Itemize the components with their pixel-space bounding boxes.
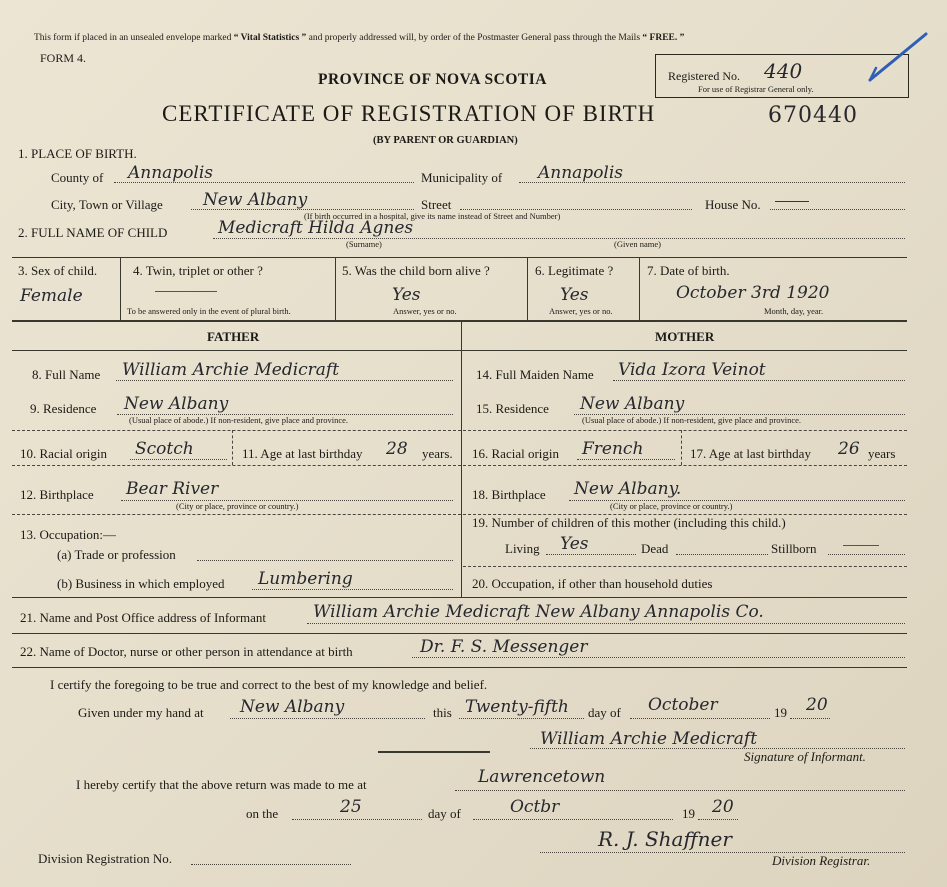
- father-birthplace-label: 12. Birthplace: [20, 487, 94, 502]
- alive-label: 5. Was the child born alive ?: [342, 263, 490, 278]
- mother-dash-rule: [463, 465, 907, 466]
- division-no-label: Division Registration No.: [38, 851, 172, 866]
- mother-birthplace-value: New Albany.: [574, 479, 682, 499]
- doctor-value: Dr. F. S. Messenger: [420, 637, 588, 657]
- father-residence-label: 9. Residence: [30, 401, 97, 416]
- twin-label: 4. Twin, triplet or other ?: [133, 263, 263, 278]
- mother-residence-value: New Albany: [580, 394, 685, 414]
- dead-line: [676, 554, 768, 555]
- city-value: New Albany: [203, 190, 308, 210]
- father-age-value: 28: [386, 439, 408, 459]
- father-age-label: 11. Age at last birthday: [242, 446, 363, 461]
- trade-label: (a) Trade or profession: [57, 547, 176, 562]
- informant-value: William Archie Medicraft New Albany Annapolis Co.: [313, 602, 764, 622]
- father-racial-line: [130, 459, 227, 460]
- father-name-label: 8. Full Name: [32, 367, 101, 382]
- dob-note: Month, day, year.: [764, 306, 824, 316]
- mother-racial-value: French: [582, 439, 644, 459]
- registrar-signature: R. J. Shaffner: [598, 827, 732, 851]
- father-dash-divider: [232, 430, 233, 465]
- boxes-top-rule: [12, 257, 907, 258]
- this-label: this: [433, 705, 452, 720]
- month-value: October: [648, 695, 718, 715]
- day-line: [459, 718, 584, 719]
- mother-years: years: [868, 446, 896, 461]
- reg-month-value: Octbr: [510, 797, 560, 817]
- city-label: City, Town or Village: [51, 197, 163, 212]
- parents-divider: [461, 322, 462, 597]
- mother-birthplace-label: 18. Birthplace: [472, 487, 546, 502]
- year-prefix: 19: [774, 705, 787, 720]
- doctor-rule: [12, 667, 907, 668]
- given-label: Given under my hand at: [78, 705, 204, 720]
- informant-label: 21. Name and Post Office address of Informant: [20, 610, 266, 625]
- informant-line: [307, 623, 905, 624]
- business-line: [252, 589, 453, 590]
- mother-name-label: 14. Full Maiden Name: [476, 367, 594, 382]
- mother-racial-line: [577, 459, 675, 460]
- box-divider: [120, 257, 121, 320]
- children-label: 19. Number of children of this mother (including this child.): [472, 515, 786, 530]
- child-name-line: [213, 238, 905, 239]
- certificate-number: 670440: [768, 103, 858, 128]
- house-label: House No.: [705, 197, 761, 212]
- father-dash-rule: [12, 514, 461, 515]
- month-line: [630, 718, 770, 719]
- informant-rule: [12, 633, 907, 634]
- registered-value: 440: [764, 59, 803, 83]
- child-name-value: Medicraft Hilda Agnes: [218, 218, 414, 238]
- father-birthplace-value: Bear River: [126, 479, 219, 499]
- father-residence-value: New Albany: [124, 394, 229, 414]
- father-racial-label: 10. Racial origin: [20, 446, 108, 461]
- business-label: (b) Business in which employed: [57, 576, 225, 591]
- surname-note: (Surname): [346, 239, 382, 249]
- municipality-label: Municipality of: [421, 170, 503, 185]
- mother-name-value: Vida Izora Veinot: [618, 360, 766, 380]
- mother-birthplace-note: (City or place, province or country.): [610, 501, 733, 511]
- boxes-bottom-rule: [12, 320, 907, 322]
- father-name-line: [116, 380, 453, 381]
- year-line: [790, 718, 830, 719]
- subtitle: (BY PARENT OR GUARDIAN): [373, 135, 518, 146]
- mother-name-line: [613, 380, 905, 381]
- year-value: 20: [806, 695, 828, 715]
- street-line: [460, 209, 692, 210]
- mother-residence-note: (Usual place of abode.) If non-resident, give place and province.: [582, 415, 802, 425]
- father-dash-rule: [12, 465, 461, 466]
- stillborn-line: [828, 554, 905, 555]
- father-name-value: William Archie Medicraft: [122, 360, 340, 380]
- sex-label: 3. Sex of child.: [18, 263, 98, 278]
- mother-age-value: 26: [838, 439, 860, 459]
- day-of-label: day of: [588, 705, 621, 720]
- reg-month-line: [473, 819, 673, 820]
- twin-dash: [155, 291, 217, 292]
- mail-notice: This form if placed in an unsealed envelope marked “ Vital Statistics ” and properly addressed will, by order of the Postmaster General pass through the Mails “ FREE. ”: [34, 33, 685, 43]
- registered-note: For use of Registrar General only.: [698, 84, 814, 94]
- living-value: Yes: [560, 534, 589, 554]
- trade-line: [197, 560, 453, 561]
- reg-day-value: 25: [340, 797, 362, 817]
- father-dash-rule: [12, 430, 461, 431]
- box-divider: [527, 257, 528, 320]
- day-value: Twenty-fifth: [465, 697, 569, 717]
- child-name-label: 2. FULL NAME OF CHILD: [18, 225, 168, 240]
- heading-rule: [12, 350, 907, 351]
- father-years: years.: [422, 446, 453, 461]
- father-birthplace-note: (City or place, province or country.): [176, 501, 299, 511]
- reg-day-line: [292, 819, 422, 820]
- legitimate-value: Yes: [560, 285, 589, 305]
- blue-check-mark: [862, 28, 932, 88]
- box-divider: [639, 257, 640, 320]
- sex-value: Female: [20, 286, 83, 306]
- father-residence-note: (Usual place of abode.) If non-resident, give place and province.: [129, 415, 349, 425]
- registrar-certify: I hereby certify that the above return was made to me at: [76, 777, 367, 792]
- box-divider: [335, 257, 336, 320]
- form-number: FORM 4.: [40, 51, 87, 65]
- living-line: [546, 554, 636, 555]
- mother-heading: MOTHER: [655, 329, 715, 344]
- on-the-label: on the: [246, 806, 279, 821]
- occupation-label: 13. Occupation:—: [20, 527, 117, 542]
- legitimate-note: Answer, yes or no.: [549, 306, 613, 316]
- doctor-line: [412, 657, 905, 658]
- mother-dash-divider: [681, 430, 682, 465]
- legitimate-label: 6. Legitimate ?: [535, 263, 614, 278]
- dob-label: 7. Date of birth.: [647, 263, 730, 278]
- given-place-value: New Albany: [240, 697, 345, 717]
- reg-year-line: [698, 819, 738, 820]
- doctor-label: 22. Name of Doctor, nurse or other person in attendance at birth: [20, 644, 353, 659]
- alive-value: Yes: [392, 285, 421, 305]
- division-no-line: [191, 864, 351, 865]
- stillborn-dash: [843, 545, 879, 546]
- alive-note: Answer, yes or no.: [393, 306, 457, 316]
- division-registrar-label: Division Registrar.: [772, 853, 871, 868]
- dob-value: October 3rd 1920: [676, 283, 830, 303]
- living-label: Living: [505, 541, 540, 556]
- father-racial-value: Scotch: [135, 439, 194, 459]
- reg-year-value: 20: [712, 797, 734, 817]
- reg-day-of-label: day of: [428, 806, 461, 821]
- mother-occupation-label: 20. Occupation, if other than household duties: [472, 576, 713, 591]
- county-label: County of: [51, 170, 104, 185]
- house-dash: [775, 201, 809, 202]
- mother-age-label: 17. Age at last birthday: [690, 446, 811, 461]
- registrar-place-line: [455, 790, 905, 791]
- province-heading: PROVINCE OF NOVA SCOTIA: [318, 71, 547, 88]
- father-heading: FATHER: [207, 329, 260, 344]
- municipality-value: Annapolis: [538, 163, 624, 183]
- mother-residence-label: 15. Residence: [476, 401, 549, 416]
- place-of-birth-heading: 1. PLACE OF BIRTH.: [18, 146, 137, 161]
- reg-year-prefix: 19: [682, 806, 695, 821]
- mother-dash-rule: [463, 566, 907, 567]
- street-note: (If birth occurred in a hospital, give its name instead of Street and Number): [304, 211, 561, 221]
- given-place-line: [230, 718, 425, 719]
- given-name-note: (Given name): [614, 239, 661, 249]
- informant-signature: William Archie Medicraft: [540, 729, 758, 749]
- mother-dash-rule: [463, 430, 907, 431]
- registered-label: Registered No.: [668, 69, 740, 83]
- registrar-place-value: Lawrencetown: [478, 767, 606, 787]
- short-rule: [378, 751, 490, 753]
- stillborn-label: Stillborn: [771, 541, 817, 556]
- county-value: Annapolis: [128, 163, 214, 183]
- signature-label: Signature of Informant.: [744, 749, 866, 764]
- certificate-title: CERTIFICATE OF REGISTRATION OF BIRTH: [162, 101, 656, 126]
- mother-racial-label: 16. Racial origin: [472, 446, 560, 461]
- business-value: Lumbering: [258, 569, 353, 589]
- dead-label: Dead: [641, 541, 669, 556]
- street-label: Street: [421, 197, 452, 212]
- twin-note: To be answered only in the event of plural birth.: [127, 306, 291, 316]
- certify-text: I certify the foregoing to be true and correct to the best of my knowledge and belief.: [50, 677, 488, 692]
- parents-bottom-rule: [12, 597, 907, 598]
- house-line: [770, 209, 905, 210]
